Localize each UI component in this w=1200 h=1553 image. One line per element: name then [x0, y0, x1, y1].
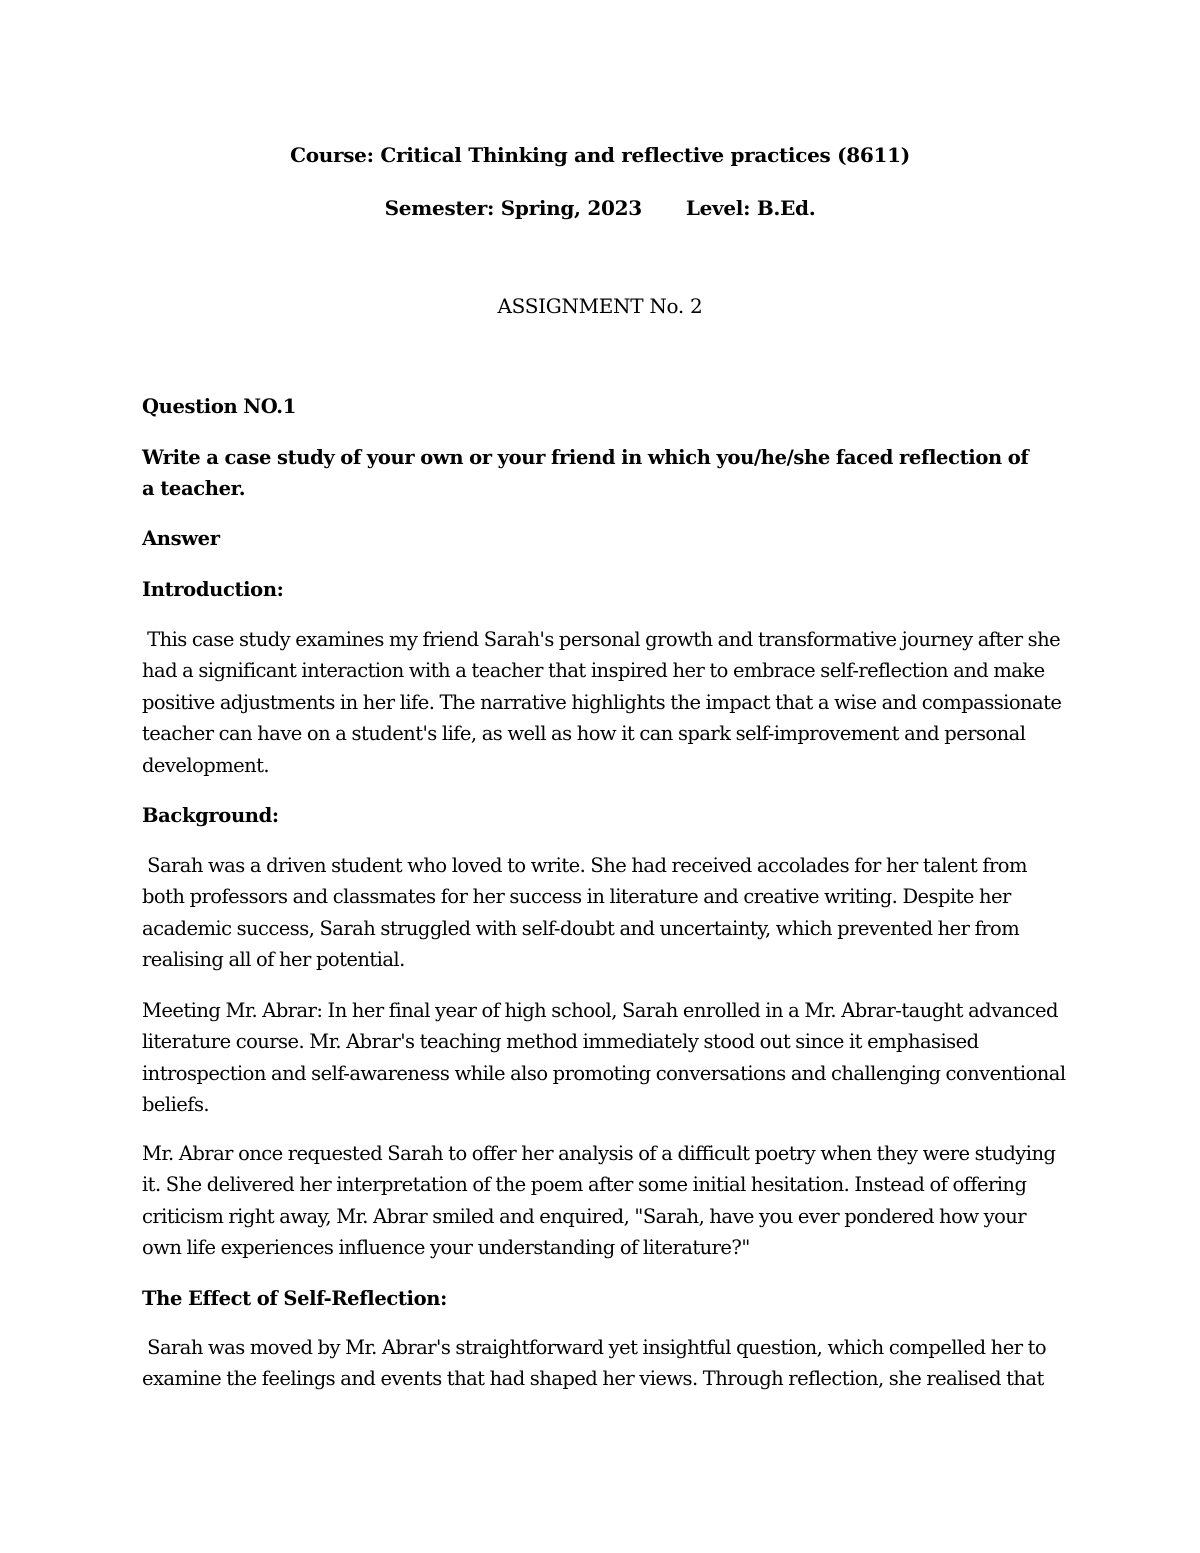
level-label: Level: B.Ed. — [685, 196, 816, 220]
background-paragraph: Sarah was a driven student who loved to write. She had received accolades for her talent from both professors and classmates for her success in literature and creative writing. Despite her academic success, Sarah struggled with self-doubt and uncertainty, which prevented her from realising all of her potential. — [142, 854, 1033, 972]
question-prompt: Write a case study of your own or your friend in which you/he/she faced reflection of a teacher. — [142, 446, 1029, 501]
semester-label: Semester: Spring, 2023 — [384, 196, 642, 220]
semester-level-line — [0, 194, 1200, 222]
effect-heading: The Effect of Self-Reflection: — [142, 1287, 447, 1310]
introduction-heading: Introduction: — [142, 578, 284, 601]
background-heading: Background: — [142, 804, 279, 827]
assignment-title: ASSIGNMENT No. 2 — [497, 294, 703, 318]
poetry-paragraph: Mr. Abrar once requested Sarah to offer her analysis of a difficult poetry when they were studying it. She delivered her interpretation of the poem after some initial hesitation. Instead of offering criticism right away, Mr. Abrar smiled and enquired, "Sarah, have you ever pondered how your own life experiences influence your understanding of literature?" — [142, 1142, 1056, 1260]
question-number: Question NO.1 — [142, 395, 296, 418]
course-title: Course: Critical Thinking and reflective practices (8611) — [290, 143, 910, 167]
answer-label: Answer — [142, 527, 220, 550]
introduction-paragraph: This case study examines my friend Sarah's personal growth and transformative journey after she had a significant interaction with a teacher that inspired her to embrace self-reflection and make positive adjustments in her life. The narrative highlights the impact that a wise and compassionate teacher can have on a student's life, as well as how it can spark self-improvement and personal development. — [142, 628, 1067, 777]
meeting-paragraph: Meeting Mr. Abrar: In her final year of high school, Sarah enrolled in a Mr. Abrar-taught advanced literature course. Mr. Abrar's teaching method immediately stood out since it emphasised introspection and self-awareness while also promoting conversations and challenging conventional beliefs. — [142, 999, 1066, 1117]
effect-paragraph: Sarah was moved by Mr. Abrar's straightforward yet insightful question, which compelled her to examine the feelings and events that had shaped her views. Through reflection, she realised that — [142, 1336, 1052, 1391]
